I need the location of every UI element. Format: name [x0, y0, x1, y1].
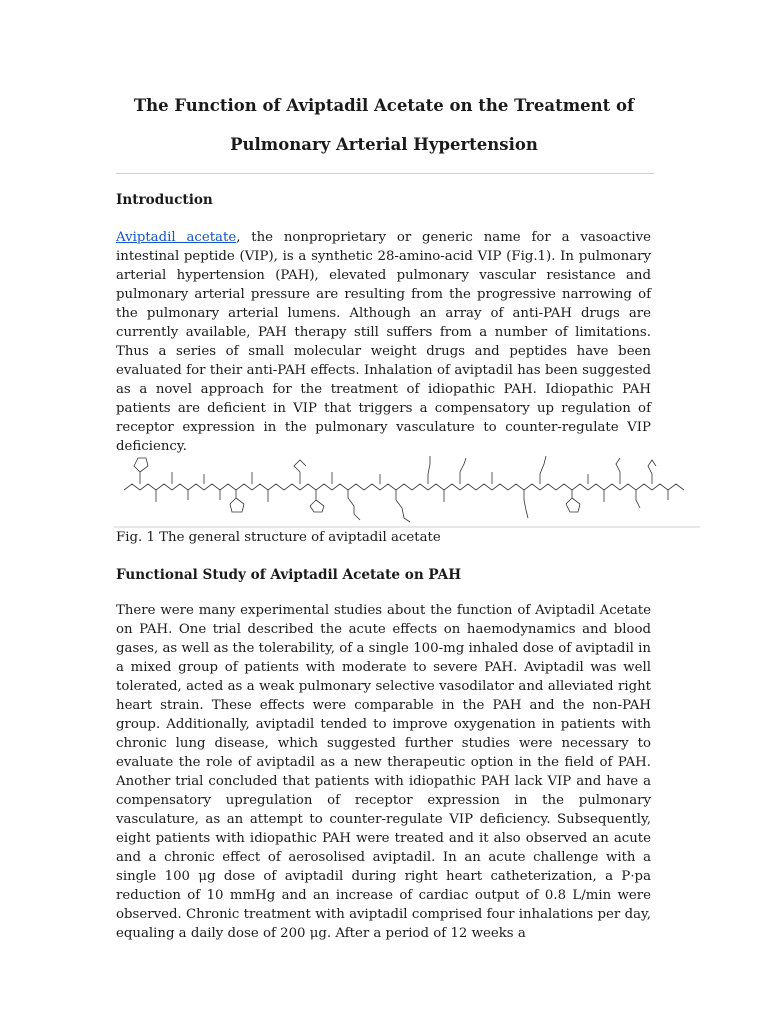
document-title-line-2: Pulmonary Arterial Hypertension [230, 135, 538, 154]
introduction-heading: Introduction [116, 192, 213, 208]
functional-study-heading: Functional Study of Aviptadil Acetate on PAH [116, 567, 462, 583]
aviptadil-acetate-link[interactable]: Aviptadil acetate [116, 230, 237, 245]
introduction-text: , the nonproprietary or generic name for a vasoactive intestinal peptide (VIP), is a synthetic 28-amino-acid VIP (Fig.1). In pulmonary arterial hypertension (PAH), elevated pulmonary vascular resistance and pulmonary arterial pressure are resulting from the progressive narrowing of the pulmonary arterial lumens. Although an array of anti-PAH drugs are currently available, PAH therapy still suffers from a number of limitations. Thus a series of small molecular weight drugs and peptides have been evaluated for their anti-PAH effects. Inhalation of aviptadil has been suggested as a novel approach for the treatment of idiopathic PAH. Idiopathic PAH patients are deficient in VIP that triggers a compensatory up regulation of receptor expression in the pulmonary vasculature to counter-regulate VIP deficiency. [116, 230, 651, 454]
title-divider [116, 173, 654, 174]
figure-caption: Fig. 1 The general structure of aviptadil acetate [116, 530, 441, 545]
aviptadil-structure-figure [114, 450, 700, 528]
document-title-line-1: The Function of Aviptadil Acetate on the Treatment of [133, 96, 635, 115]
functional-study-paragraph: There were many experimental studies about the function of Aviptadil Acetate on PAH. One trial described the acute effects on haemodynamics and blood gases, as well as the tolerability, of a single 100-mg inhaled dose of aviptadil in a mixed group of patients with moderate to severe PAH. Aviptadil was well tolerated, acted as a weak pulmonary selective vasodilator and alleviated right heart strain. These effects were comparable in the PAH and the non-PAH group. Additionally, aviptadil tended to improve oxygenation in patients with chronic lung disease, which suggested further studies were necessary to evaluate the role of aviptadil as a new therapeutic option in the field of PAH. Another trial concluded that patients with idiopathic PAH lack VIP and have a compensatory upregulation of receptor expression in the pulmonary vasculature, as an attempt to counter-regulate VIP deficiency. Subsequently, eight patients with idiopathic PAH were treated and it also observed an acute and a chronic effect of aerosolised aviptadil. In an acute challenge with a single 100 μg dose of aviptadil during right heart catheterization, a P·pa reduction of 10 mmHg and an increase of cardiac output of 0.8 L/min were observed. Chronic treatment with aviptadil comprised four inhalations per day, equaling a daily dose of 200 μg. After a period of 12 weeks a [116, 603, 651, 941]
introduction-paragraph [116, 228, 651, 456]
